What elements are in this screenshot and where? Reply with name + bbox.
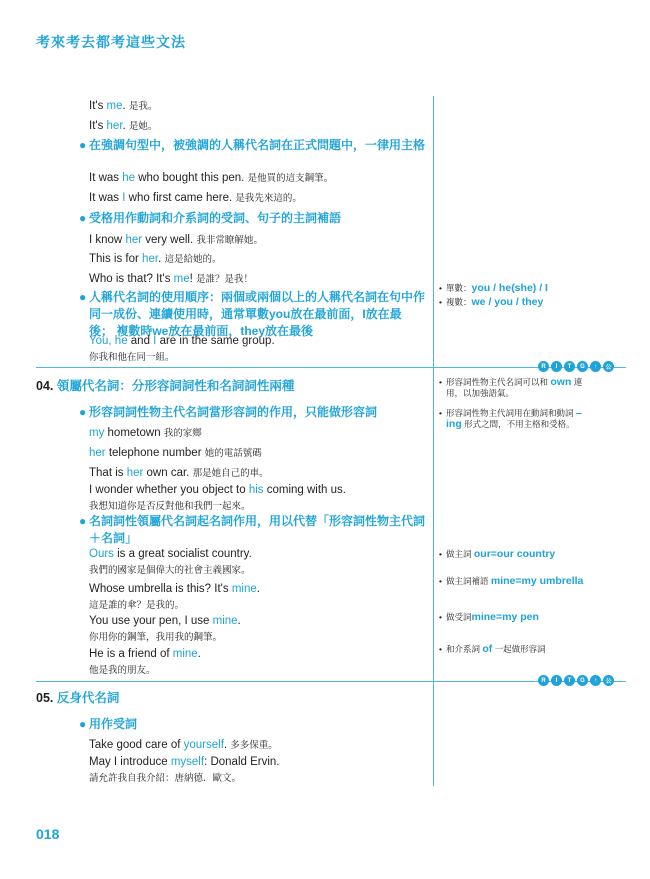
example-sentence <box>89 190 302 204</box>
sentence-text: very well. <box>142 234 197 246</box>
rule-bullet <box>79 289 426 340</box>
note-text: 一起做形容詞 <box>492 644 546 654</box>
badge-icon: 公 <box>603 361 614 372</box>
note-keyword: mine=my umbrella <box>490 575 584 587</box>
section-heading-04 <box>36 376 294 394</box>
sidebar-note <box>439 575 596 587</box>
rule-bullet <box>79 210 425 227</box>
sentence-text: It's <box>89 120 107 132</box>
rule-bullet <box>79 137 426 154</box>
translation-line: 你用你的鋼筆，我用我的鋼筆。 <box>89 632 223 643</box>
highlight-word: my <box>89 427 105 439</box>
sentence-text: Who is that? It's <box>89 273 174 285</box>
sentence-text: I wonder whether you object to <box>89 484 249 496</box>
translation-line: 我想知道你是否反對他和我們一起來。 <box>89 501 251 512</box>
translation-line: 他是我的朋友。 <box>89 665 156 676</box>
note-keyword: of <box>482 643 493 655</box>
bullet-icon: • <box>439 549 442 559</box>
badge-icon: G <box>577 361 588 372</box>
bullet-icon: • <box>439 644 442 654</box>
highlight-word: me <box>173 273 190 285</box>
sentence-text: is a great socialist country. <box>113 548 252 560</box>
badge-icon: G <box>577 675 588 686</box>
badge-icon: ↑ <box>590 675 601 686</box>
highlight-word: his <box>248 484 264 496</box>
highlight-word: Ours <box>89 548 114 560</box>
rule-text: 人稱代名詞的使用順序：兩個或兩個以上的人稱代名詞在句中作同一成份、連續使用時，通常單數you放在最前面，I放在最後； 複數時we放在最前面，they放在最後 <box>89 290 426 338</box>
sentence-text: own car. <box>143 467 193 479</box>
sentence-text: . <box>237 615 241 627</box>
highlight-word: mine <box>231 583 257 595</box>
sentence-text: I know <box>89 234 126 246</box>
bullet-icon: ● <box>79 211 87 225</box>
sentence-text: Take good care of <box>89 739 184 751</box>
example-sentence <box>89 445 262 459</box>
page-header: 考來考去都考這些文法 <box>36 34 186 50</box>
translation-text: 是她。 <box>128 121 158 132</box>
badge-group <box>538 361 614 372</box>
badge-icon: R <box>538 675 549 686</box>
bullet-icon: ● <box>79 514 87 528</box>
sentence-text: This is for <box>89 253 143 265</box>
note-text: 和介系詞 <box>446 644 483 654</box>
note-keyword: we / you / they <box>471 296 544 308</box>
translation-line: 我們的國家是個偉大的社會主義國家。 <box>89 565 251 576</box>
badge-icon: T <box>564 675 575 686</box>
badge-icon: 公 <box>603 675 614 686</box>
translation-text: 她的電話號碼 <box>204 448 262 459</box>
example-sentence <box>89 615 241 627</box>
sentence-text: who bought this pen. <box>135 172 248 184</box>
badge-icon: ↑ <box>590 361 601 372</box>
note-keyword: you / he(she) / I <box>471 282 548 294</box>
example-sentence <box>89 737 278 751</box>
sidebar-note <box>439 643 596 655</box>
note-keyword: own <box>550 376 572 388</box>
note-text: 複數： <box>446 297 472 307</box>
badge-icon: I <box>551 675 562 686</box>
example-sentence <box>89 98 157 112</box>
bullet-icon: • <box>439 612 442 622</box>
sentence-text: telephone number <box>105 447 205 459</box>
sentence-text: It was <box>89 192 123 204</box>
highlight-word: her <box>126 467 144 479</box>
section-title: 領屬代名詞：分形容詞詞性和名詞詞性兩種 <box>53 379 295 393</box>
example-sentence <box>89 170 333 184</box>
sentence-text: It's <box>89 100 107 112</box>
translation-text: 是誰？是我！ <box>196 274 254 285</box>
translation-text: 是我先來這的。 <box>235 193 302 204</box>
bullet-icon: • <box>439 297 442 307</box>
sentence-text: . <box>122 120 129 132</box>
note-text: 形式之間，不用主格和受格。 <box>461 419 575 429</box>
translation-line: 你我和他在同一組。 <box>89 352 175 363</box>
example-sentence <box>89 465 269 479</box>
translation-line: 這是誰的傘？是我的。 <box>89 600 185 611</box>
sidebar-note <box>439 407 596 430</box>
sentence-text: hometown <box>104 427 164 439</box>
rule-text: 名詞詞性領屬代名詞起名詞作用，用以代替「形容詞性物主代詞＋名詞」 <box>89 514 426 545</box>
rule-text: 用作受詞 <box>89 717 138 731</box>
highlight-word: I <box>153 335 157 347</box>
bullet-icon: • <box>439 576 442 586</box>
section-number: 04. <box>36 379 54 393</box>
example-sentence <box>89 118 157 132</box>
badge-icon: R <box>538 361 549 372</box>
note-text: 做主詞 <box>446 549 474 559</box>
translation-text: 那是她自己的車。 <box>192 468 269 479</box>
example-sentence <box>89 232 263 246</box>
note-text: 形容詞性物主代詞用在動詞和動詞 <box>446 408 576 418</box>
highlight-word: me <box>106 100 123 112</box>
sentence-text: . <box>197 648 201 660</box>
highlight-word: he <box>122 172 136 184</box>
badge-icon: I <box>551 361 562 372</box>
sentence-text: who first came here. <box>125 192 236 204</box>
example-sentence <box>89 251 221 265</box>
bullet-icon: • <box>439 283 442 293</box>
example-sentence <box>89 271 253 285</box>
rule-bullet <box>79 513 426 547</box>
translation-text: 是我。 <box>128 101 158 112</box>
rule-bullet <box>79 404 425 421</box>
example-sentence <box>89 425 202 439</box>
sentence-text: . <box>122 100 129 112</box>
example-sentence <box>89 648 201 660</box>
badge-group <box>538 675 614 686</box>
sentence-text: . <box>158 253 165 265</box>
highlight-word: yourself <box>183 739 224 751</box>
sentence-text: are in the same group. <box>156 335 275 347</box>
bullet-icon: • <box>439 408 442 418</box>
sidebar-note <box>439 548 596 560</box>
translation-text: 是他買的這支鋼筆。 <box>247 173 334 184</box>
highlight-word: her <box>106 120 123 132</box>
translation-text: 這是給她的。 <box>164 254 222 265</box>
highlight-word: her <box>142 253 159 265</box>
translation-text: 我非常瞭解她。 <box>196 235 263 246</box>
translation-text: 我的家鄉 <box>163 428 202 439</box>
note-text: 做主詞補語 <box>446 576 491 586</box>
highlight-word: myself <box>170 756 205 768</box>
badge-icon: T <box>564 361 575 372</box>
bullet-icon: ● <box>79 717 87 731</box>
highlight-word: I <box>122 192 126 204</box>
bullet-icon: • <box>439 377 442 387</box>
sidebar-note <box>439 282 596 294</box>
sentence-text: Whose umbrella is this? It's <box>89 583 232 595</box>
note-text: 做受詞 <box>446 612 472 622</box>
translation-line: 請允許我自我介紹：唐納德．歐文。 <box>89 773 242 784</box>
sidebar-note <box>439 376 596 399</box>
rule-text: 受格用作動詞和介系詞的受詞、句子的主詞補語 <box>89 211 342 225</box>
highlight-word: her <box>89 447 106 459</box>
note-text: 連用，以加強語氣。 <box>446 377 583 398</box>
rule-bullet <box>79 716 425 733</box>
example-sentence <box>89 484 346 496</box>
example-sentence <box>89 335 275 347</box>
highlight-word: her <box>125 234 143 246</box>
section-heading-05 <box>36 688 119 706</box>
translation-text: 多多保重。 <box>230 740 278 751</box>
sentence-text: He is a friend of <box>89 648 173 660</box>
sentence-text: May I introduce <box>89 756 171 768</box>
example-sentence <box>89 548 252 560</box>
sidebar-note <box>439 611 596 623</box>
rule-text: 形容詞詞性物主代名詞當形容詞的作用，只能做形容詞 <box>89 405 378 419</box>
sentence-text: That is <box>89 467 127 479</box>
sentence-text: ! <box>189 273 197 285</box>
sentence-text: . <box>223 739 231 751</box>
sentence-text: It was <box>89 172 123 184</box>
sentence-text: You use your pen, I use <box>89 615 213 627</box>
note-keyword: our=our country <box>473 548 556 560</box>
sidebar-note <box>439 296 596 308</box>
note-text: 單數： <box>446 283 472 293</box>
note-keyword: –ing <box>446 407 582 430</box>
bullet-icon: ● <box>79 290 87 304</box>
section-number: 05. <box>36 691 54 705</box>
highlight-word: mine <box>172 648 198 660</box>
section-title: 反身代名詞 <box>53 691 120 705</box>
rule-text: 在強調句型中，被強調的人稱代名詞在正式問題中，一律用主格 <box>89 138 426 152</box>
sentence-text: . <box>256 583 260 595</box>
sentence-text: coming with us. <box>263 484 346 496</box>
column-divider <box>433 96 434 786</box>
bullet-icon: ● <box>79 405 87 419</box>
bullet-icon: ● <box>79 138 87 152</box>
note-text: 形容詞性物主代名詞可以和 <box>446 377 551 387</box>
sentence-text: and <box>127 335 154 347</box>
highlight-word: mine <box>212 615 238 627</box>
example-sentence <box>89 583 260 595</box>
page-number: 018 <box>36 826 60 842</box>
example-sentence <box>89 756 280 768</box>
highlight-word: You, he <box>89 335 128 347</box>
note-keyword: mine=my pen <box>471 611 539 623</box>
sentence-text: : Donald Ervin. <box>204 756 280 768</box>
